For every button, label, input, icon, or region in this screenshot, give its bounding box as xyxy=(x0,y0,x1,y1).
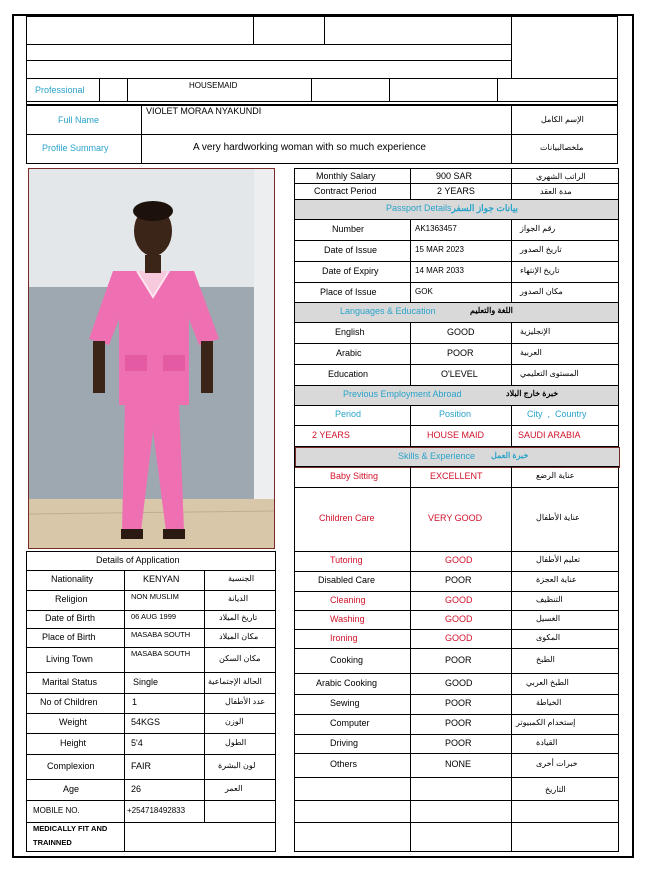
language-row-ar: الإنجليزية xyxy=(520,327,551,336)
application-row-value: MASABA SOUTH xyxy=(131,649,191,658)
skill-row-ar: عناية الرضع xyxy=(536,470,575,480)
language-row-value: POOR xyxy=(447,348,474,358)
full-name-label: Full Name xyxy=(58,115,100,125)
passport-row-line xyxy=(294,240,619,241)
candidate-photo xyxy=(28,168,275,549)
skill-divider-2 xyxy=(511,466,512,852)
skill-row-label: Arabic Cooking xyxy=(316,677,378,688)
employment-col-period: Period xyxy=(335,409,362,419)
skill-row-label: Driving xyxy=(330,737,359,748)
skill-row-label: Computer xyxy=(330,718,370,728)
date-ar: التاريخ xyxy=(545,785,566,794)
language-row-value: O'LEVEL xyxy=(441,369,478,379)
application-row-line xyxy=(26,610,276,611)
medical-label-line2: TRAINNED xyxy=(33,838,72,847)
skill-row-label: Disabled Care xyxy=(318,575,376,585)
skill-row-line xyxy=(294,571,619,572)
skill-row-value: GOOD xyxy=(445,677,473,688)
passport-row-label: Date of Issue xyxy=(324,245,378,255)
skill-row-line xyxy=(294,777,619,778)
skill-row-label: Others xyxy=(330,759,358,769)
application-row-ar: عدد الأطفال xyxy=(225,697,266,706)
medical-label-line1: MEDICALLY FIT AND xyxy=(33,824,108,833)
application-row-ar: مكان الميلاد xyxy=(219,631,259,641)
skill-row-label: Baby Sitting xyxy=(330,470,379,481)
language-divider-1 xyxy=(410,322,411,385)
language-row-line xyxy=(294,364,619,365)
application-row-ar: الوزن xyxy=(225,717,244,726)
header-block xyxy=(26,16,618,106)
skill-row-line xyxy=(294,629,619,630)
summary-label: Profile Summary xyxy=(42,143,109,153)
skill-row-value: GOOD xyxy=(445,613,473,624)
skill-row-ar: التنظيف xyxy=(536,594,563,604)
skill-row-ar: الغسيل xyxy=(536,613,561,623)
skill-row-ar: الطبخ xyxy=(536,654,555,664)
application-row-label: Complexion xyxy=(47,760,95,771)
application-row-value: MASABA SOUTH xyxy=(131,630,191,639)
application-row-ar: لون البشرة xyxy=(218,760,256,770)
skill-row-line xyxy=(294,694,619,695)
application-row-line xyxy=(26,672,276,673)
application-row-value: 06 AUG 1999 xyxy=(131,612,177,621)
skill-row-ar: خبرات أخرى xyxy=(536,759,578,768)
skill-row-line xyxy=(294,753,619,754)
skill-row-ar: الطبخ العربي xyxy=(526,677,569,687)
skill-row-value: EXCELLENT xyxy=(430,470,483,481)
application-row-value: 5'4 xyxy=(131,737,143,748)
skill-row-value: GOOD xyxy=(445,632,473,643)
application-row-value: 26 xyxy=(131,783,142,794)
passport-row-value: 15 MAR 2023 xyxy=(415,245,464,254)
skill-row-line xyxy=(294,734,619,735)
summary-value: A very hardworking woman with so much experience xyxy=(193,142,426,153)
period-ar: مدة العقد xyxy=(540,187,572,196)
language-row-ar: العربية xyxy=(520,348,542,357)
full-name-ar: الإسم الكامل xyxy=(541,115,584,124)
application-row-value: 1 xyxy=(132,697,138,707)
language-row-line xyxy=(294,343,619,344)
skill-row-ar: تعليم الأطفال xyxy=(536,555,581,564)
salary-value: 900 SAR xyxy=(436,171,473,181)
language-row-label: English xyxy=(335,327,365,337)
passport-row-ar: مكان الصدور xyxy=(520,287,563,296)
passport-row-value: GOK xyxy=(415,287,433,296)
skill-row-line xyxy=(294,648,619,649)
passport-row-value: 14 MAR 2033 xyxy=(415,266,464,275)
application-row-ar: مكان السكن xyxy=(219,653,261,663)
application-row-value: NON MUSLIM xyxy=(131,592,179,601)
application-row-label: No of Children xyxy=(40,697,98,707)
salary-ar: الراتب الشهري xyxy=(536,172,586,181)
languages-heading-ar: اللغة والتعليم xyxy=(470,306,513,315)
skill-row-value: VERY GOOD xyxy=(428,513,483,523)
application-row-line xyxy=(26,779,276,780)
skill-row-line xyxy=(294,610,619,611)
application-row-ar: العمر xyxy=(225,783,243,793)
skill-row-ar: إستخدام الكمبيوتر xyxy=(516,718,576,727)
application-row-label: Date of Birth xyxy=(45,613,96,623)
language-row-value: GOOD xyxy=(447,327,475,337)
skill-row-line xyxy=(294,822,619,823)
application-row-label: Living Town xyxy=(46,653,93,664)
skill-row-label: Cooking xyxy=(330,654,364,665)
skill-row-label: Cleaning xyxy=(330,594,366,605)
skill-row-label: Tutoring xyxy=(330,555,363,565)
skill-row-label: Ironing xyxy=(330,632,358,643)
application-row-line xyxy=(26,800,276,801)
employment-col-position: Position xyxy=(439,409,472,419)
passport-heading: Passport Detailsبيانات جواز السفر xyxy=(386,203,519,213)
language-row-label: Education xyxy=(328,369,369,379)
application-row-label: Place of Birth xyxy=(42,631,96,642)
skill-row-value: NONE xyxy=(445,759,472,769)
application-row-ar: الجنسية xyxy=(228,574,255,583)
skill-row-label: Washing xyxy=(330,613,365,624)
application-row-line xyxy=(26,647,276,648)
application-row-label: Height xyxy=(60,737,87,748)
skill-row-ar: عناية الأطفال xyxy=(536,513,580,522)
application-row-label: Age xyxy=(63,783,80,794)
skill-row-line xyxy=(294,487,619,488)
passport-row-label: Date of Expiry xyxy=(322,266,379,276)
salary-label: Monthly Salary xyxy=(316,171,376,181)
application-row-ar: الطول xyxy=(225,737,247,747)
skill-row-line xyxy=(294,551,619,552)
skills-heading: Skills & Experience xyxy=(398,451,476,461)
language-divider-2 xyxy=(511,322,512,385)
employment-country: SAUDI ARABIA xyxy=(518,430,581,440)
mobile-value: +254718492833 xyxy=(127,806,186,815)
language-row-ar: المستوى التعليمي xyxy=(520,369,579,378)
application-row-line xyxy=(26,590,276,591)
professional-label: Professional xyxy=(35,85,85,95)
skill-row-ar: الخياطة xyxy=(536,698,562,707)
skill-row-value: POOR xyxy=(445,718,472,728)
skill-row-ar: عناية العجزة xyxy=(536,575,577,584)
employment-heading: Previous Employment Abroad xyxy=(343,389,462,399)
employment-period: 2 YEARS xyxy=(312,430,350,440)
application-row-line xyxy=(26,628,276,629)
skill-row-value: GOOD xyxy=(445,594,473,605)
person-photo-illustration xyxy=(29,169,275,549)
application-row-line xyxy=(26,733,276,734)
summary-ar: ملخصالبيانات xyxy=(540,143,584,152)
skill-row-ar: القيادة xyxy=(536,737,558,747)
passport-row-label: Place of Issue xyxy=(320,287,377,297)
languages-heading: Languages & Education xyxy=(340,306,436,316)
skill-row-value: POOR xyxy=(445,654,472,665)
mobile-label: MOBILE NO. xyxy=(33,806,80,815)
skill-row-line xyxy=(294,800,619,801)
skill-row-ar: المكوى xyxy=(536,632,561,642)
skill-row-line xyxy=(294,673,619,674)
employment-heading-ar: خبرة خارج البلاد xyxy=(506,389,559,398)
passport-row-label: Number xyxy=(332,224,365,234)
skill-row-line xyxy=(294,591,619,592)
application-row-line xyxy=(26,713,276,714)
application-row-value: FAIR xyxy=(131,760,152,771)
application-row-label: Nationality xyxy=(51,574,94,584)
passport-row-ar: رقم الجواز xyxy=(520,224,556,233)
application-heading: Details of Application xyxy=(96,555,180,565)
employment-col-country: City , Country xyxy=(527,409,587,419)
skill-divider-1 xyxy=(410,466,411,852)
application-row-value: Single xyxy=(133,676,159,687)
language-row-label: Arabic xyxy=(336,348,362,358)
skill-row-line xyxy=(294,714,619,715)
profession-value: HOUSEMAID xyxy=(189,81,238,90)
application-row-ar: الحالة الإجتماعية xyxy=(208,676,262,686)
skill-row-value: POOR xyxy=(445,575,472,585)
period-value: 2 YEARS xyxy=(437,186,475,196)
application-row-value: KENYAN xyxy=(143,574,180,584)
application-row-label: Religion xyxy=(55,594,88,604)
employment-position: HOUSE MAID xyxy=(427,430,485,440)
skill-row-value: POOR xyxy=(445,698,472,708)
passport-row-ar: تاريخ الصدور xyxy=(520,245,562,254)
skills-heading-ar: خبرة العمل xyxy=(491,451,529,460)
application-row-line xyxy=(26,754,276,755)
application-row-label: Weight xyxy=(59,717,87,727)
skill-row-value: POOR xyxy=(445,737,472,748)
passport-row-line xyxy=(294,261,619,262)
application-row-value: 54KGS xyxy=(131,717,161,727)
application-row-label: Marital Status xyxy=(42,676,98,687)
period-label: Contract Period xyxy=(314,186,377,196)
skill-row-label: Sewing xyxy=(330,698,360,708)
application-row-line xyxy=(26,693,276,694)
full-name-value: VIOLET MORAA NYAKUNDI xyxy=(146,106,262,116)
application-row-ar: تاريخ الميلاد xyxy=(219,613,258,622)
passport-row-ar: تاريخ الإنتهاء xyxy=(520,266,560,275)
skill-row-value: GOOD xyxy=(445,555,473,565)
passport-row-line xyxy=(294,282,619,283)
application-row-ar: الديانة xyxy=(228,594,249,603)
passport-row-value: AK1363457 xyxy=(415,224,457,233)
skill-row-label: Children Care xyxy=(319,513,375,523)
